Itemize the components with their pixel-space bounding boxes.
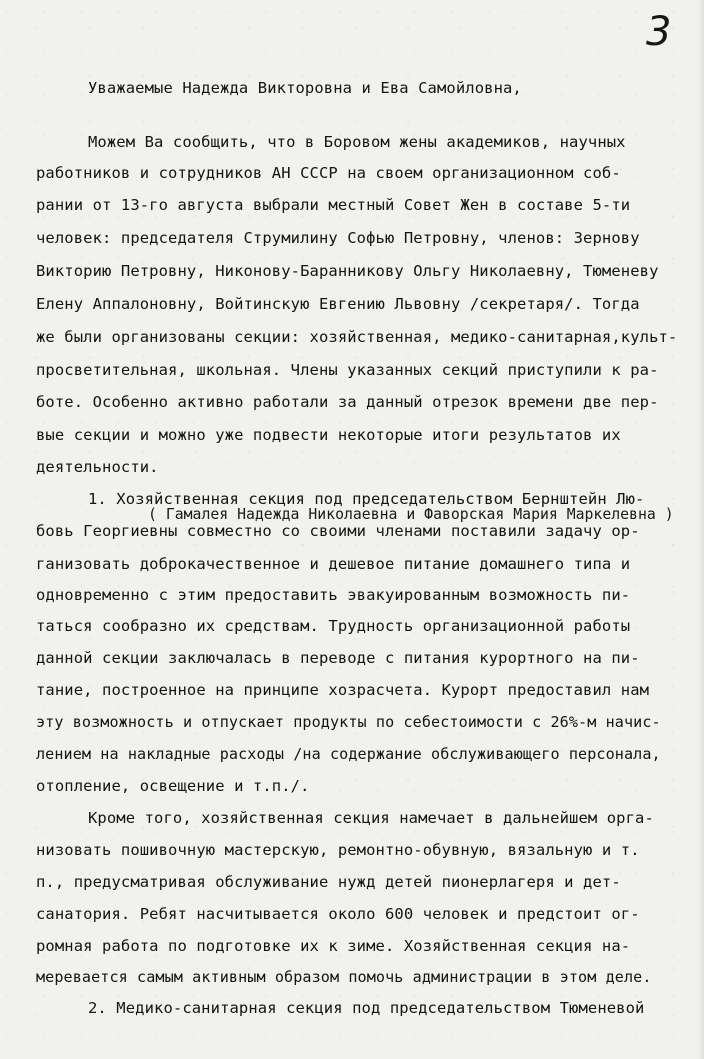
body-line: санатория. Ребят насчитывается около 600 человек и предстоит ог- [36, 905, 640, 923]
body-line: Елену Аппалоновну, Войтинскую Евгению Львовну /секретаря/. Тогда [36, 295, 640, 313]
body-line: человек: председателя Струмилину Софью Петровну, членов: Зернову [36, 229, 640, 247]
salutation: Уважаемые Надежда Викторовна и Ева Самойловна, [88, 79, 522, 97]
body-line: вые секции и можно уже подвести некоторые итоги результатов их [36, 426, 621, 444]
body-line: бовь Георгиевны совместно со своими членами поставили задачу ор- [36, 522, 640, 540]
body-line: низовать пошивочную мастерскую, ремонтно-обувную, вязальную и т. [36, 841, 640, 859]
body-line: деятельности. [36, 458, 159, 476]
body-line: лением на накладные расходы /на содержание обслуживающего персонала, [36, 745, 661, 763]
section-heading-1: 1. Хозяйственная секция под председательством Бернштейн Лю- [88, 490, 645, 508]
body-line: п., предусматривая обслуживание нужд детей пионерлагеря и дет- [36, 873, 621, 891]
paragraph-line: Кроме того, хозяйственная секция намечает в дальнейшем орга- [88, 809, 654, 827]
body-line: рании от 13-го августа выбрали местный Совет Жен в составе 5-ти [36, 196, 631, 214]
body-line: таться сообразно их средствам. Трудность организационной работы [36, 617, 631, 635]
body-line: ганизовать доброкачественное и дешевое питание домашнего типа и [36, 555, 631, 573]
body-line: эту возможность и отпускает продукты по себестоимости с 26%-м начис- [36, 713, 661, 731]
scan-edge-shadow [698, 0, 704, 1059]
section-heading-2: 2. Медико-санитарная секция под председательством Тюменевой [88, 999, 645, 1017]
handwritten-insertion: ( Гамалея Надежда Николаевна и Фаворская Мария Маркелевна ) [148, 506, 674, 523]
body-line: меревается самым активным образом помочь администрации в этом деле. [36, 968, 652, 986]
body-line: просветительная, школьная. Члены указанных секций приступили к ра- [36, 361, 659, 379]
page-number: 3 [646, 9, 672, 55]
body-line: Викторию Петровну, Никонову-Баранникову Ольгу Николаевну, Тюменеву [36, 262, 659, 280]
body-line: отопление, освещение и т.п./. [36, 777, 310, 795]
body-line: тание, построенное на принципе хозрасчета. Курорт предоставил нам [36, 681, 650, 699]
body-line: боте. Особенно активно работали за данный отрезок времени две пер- [36, 393, 659, 411]
body-line: Можем Ва сообщить, что в Боровом жены академиков, научных [88, 133, 626, 151]
body-line: ромная работа по подготовке их к зиме. Хозяйственная секция на- [36, 937, 631, 955]
body-line: данной секции заключалась в переводе с питания курортного на пи- [36, 649, 640, 667]
body-line: работников и сотрудников АН СССР на своем организационном соб- [36, 164, 621, 182]
body-line: же были организованы секции: хозяйственная, медико-санитарная,культ- [36, 328, 678, 346]
body-line: одновременно с этим предоставить эвакуированным возможность пи- [36, 586, 631, 604]
